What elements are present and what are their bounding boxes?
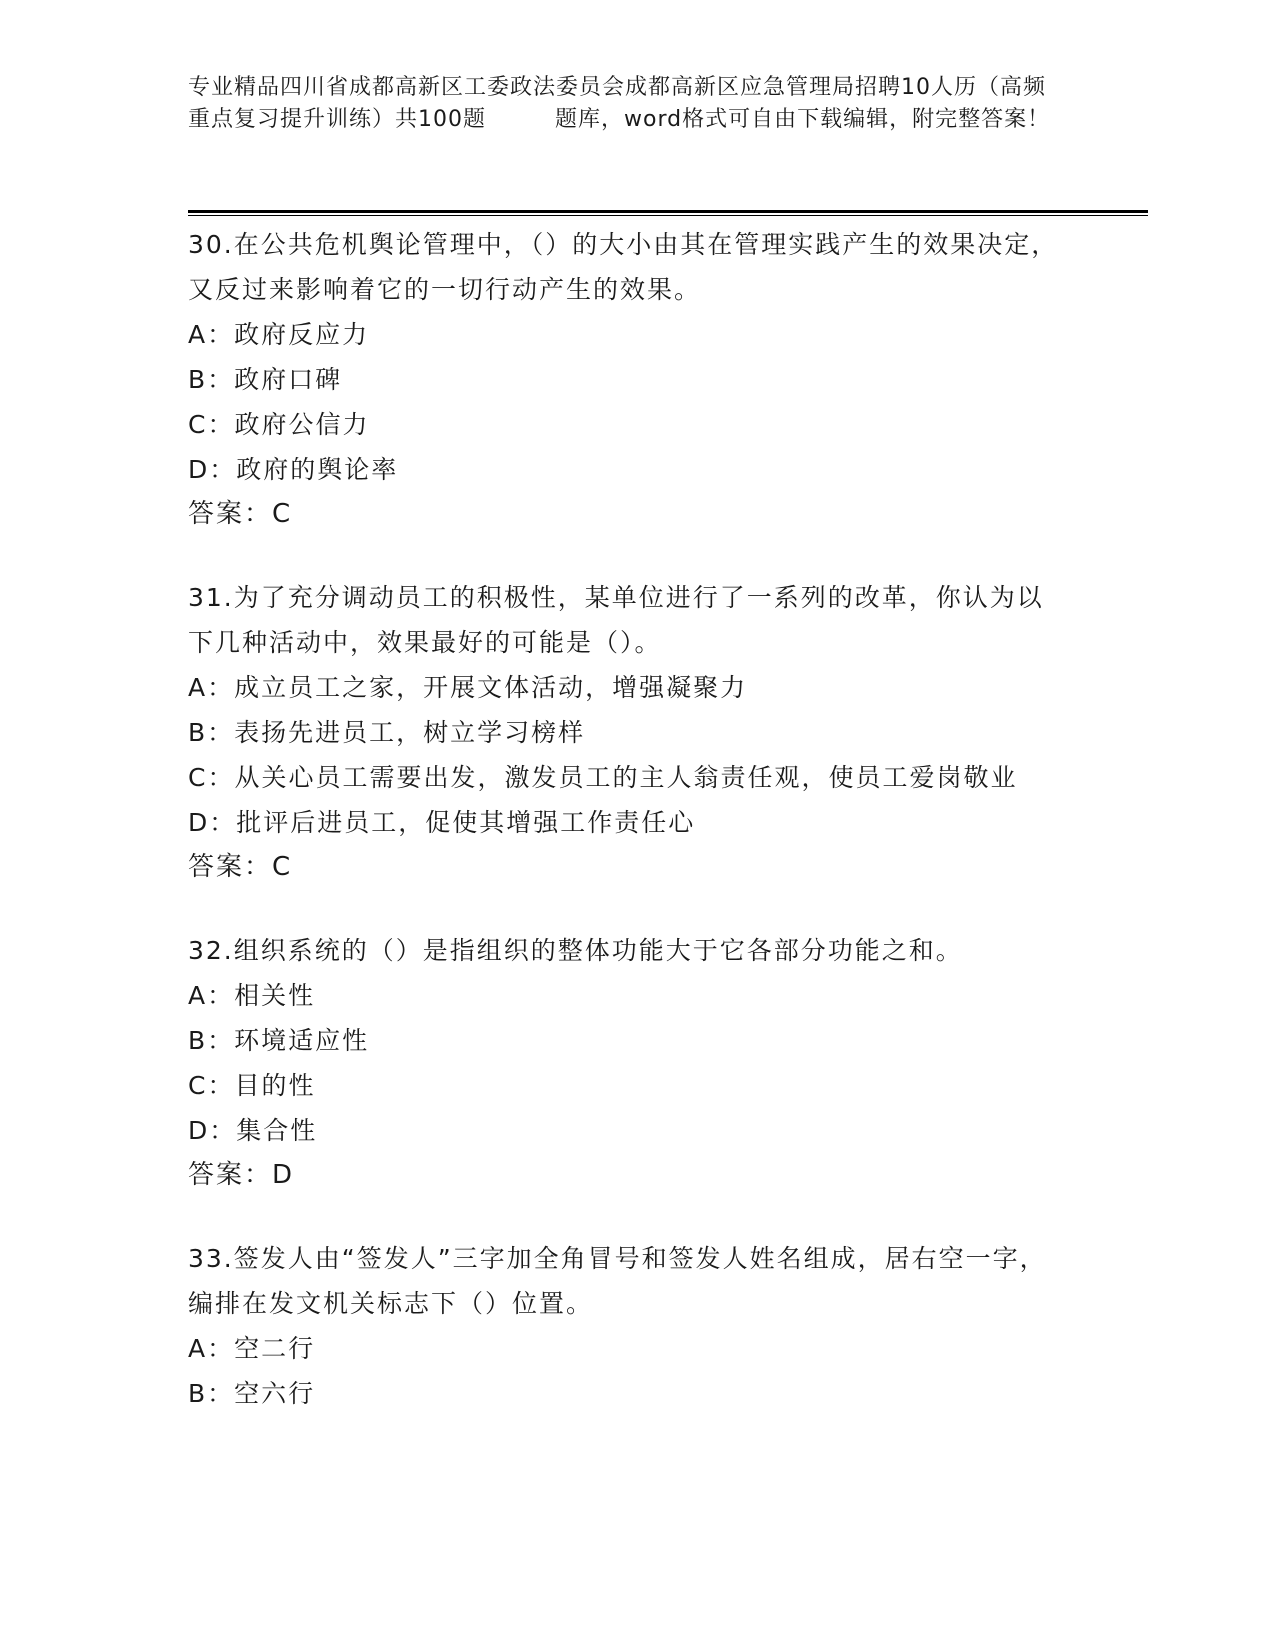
answer: 答案：C xyxy=(188,499,293,529)
option-d: D：批评后进员工，促使其增强工作责任心 xyxy=(188,808,696,837)
question-30 xyxy=(188,222,1068,537)
option-a: A：空二行 xyxy=(188,1334,316,1363)
question-stem: 32.组织系统的（）是指组织的整体功能大于它各部分功能之和。 xyxy=(188,936,963,965)
question-32 xyxy=(188,928,1068,1198)
option-a: A：相关性 xyxy=(188,981,316,1010)
option-b: B：环境适应性 xyxy=(188,1026,370,1055)
question-stem: 31.为了充分调动员工的积极性，某单位进行了一系列的改革，你认为以下几种活动中，效果最好的可能是（）。 xyxy=(188,583,1044,657)
question-list xyxy=(188,222,1068,1454)
answer: 答案：D xyxy=(188,1160,295,1190)
option-b: B：政府口碑 xyxy=(188,365,343,394)
header-rule-thick xyxy=(188,210,1148,213)
option-b: B：表扬先进员工，树立学习榜样 xyxy=(188,718,586,747)
option-d: D：政府的舆论率 xyxy=(188,455,399,484)
option-d: D：集合性 xyxy=(188,1116,318,1145)
header-rule xyxy=(188,210,1148,217)
header-title: 专业精品四川省成都高新区工委政法委员会成都高新区应急管理局招聘10人历（高频重点复习提升训练）共100题 题库，word格式可自由下载编辑，附完整答案！ xyxy=(188,75,1051,132)
option-b: B：空六行 xyxy=(188,1379,316,1408)
option-c: C：目的性 xyxy=(188,1071,316,1100)
header-rule-thin xyxy=(188,215,1148,216)
answer: 答案：C xyxy=(188,852,293,882)
option-c: C：从关心员工需要出发，激发员工的主人翁责任观，使员工爱岗敬业 xyxy=(188,763,1018,792)
option-c: C：政府公信力 xyxy=(188,410,370,439)
question-stem: 30.在公共危机舆论管理中，（）的大小由其在管理实践产生的效果决定，又反过来影响着它的一切行动产生的效果。 xyxy=(188,230,1059,304)
question-stem: 33.签发人由“签发人”三字加全角冒号和签发人姓名组成，居右空一字，编排在发文机关标志下（）位置。 xyxy=(188,1244,1047,1318)
question-33 xyxy=(188,1236,1068,1416)
option-a: A：成立员工之家，开展文体活动，增强凝聚力 xyxy=(188,673,748,702)
option-a: A：政府反应力 xyxy=(188,320,370,349)
question-31 xyxy=(188,575,1068,890)
page-header xyxy=(188,72,1068,136)
